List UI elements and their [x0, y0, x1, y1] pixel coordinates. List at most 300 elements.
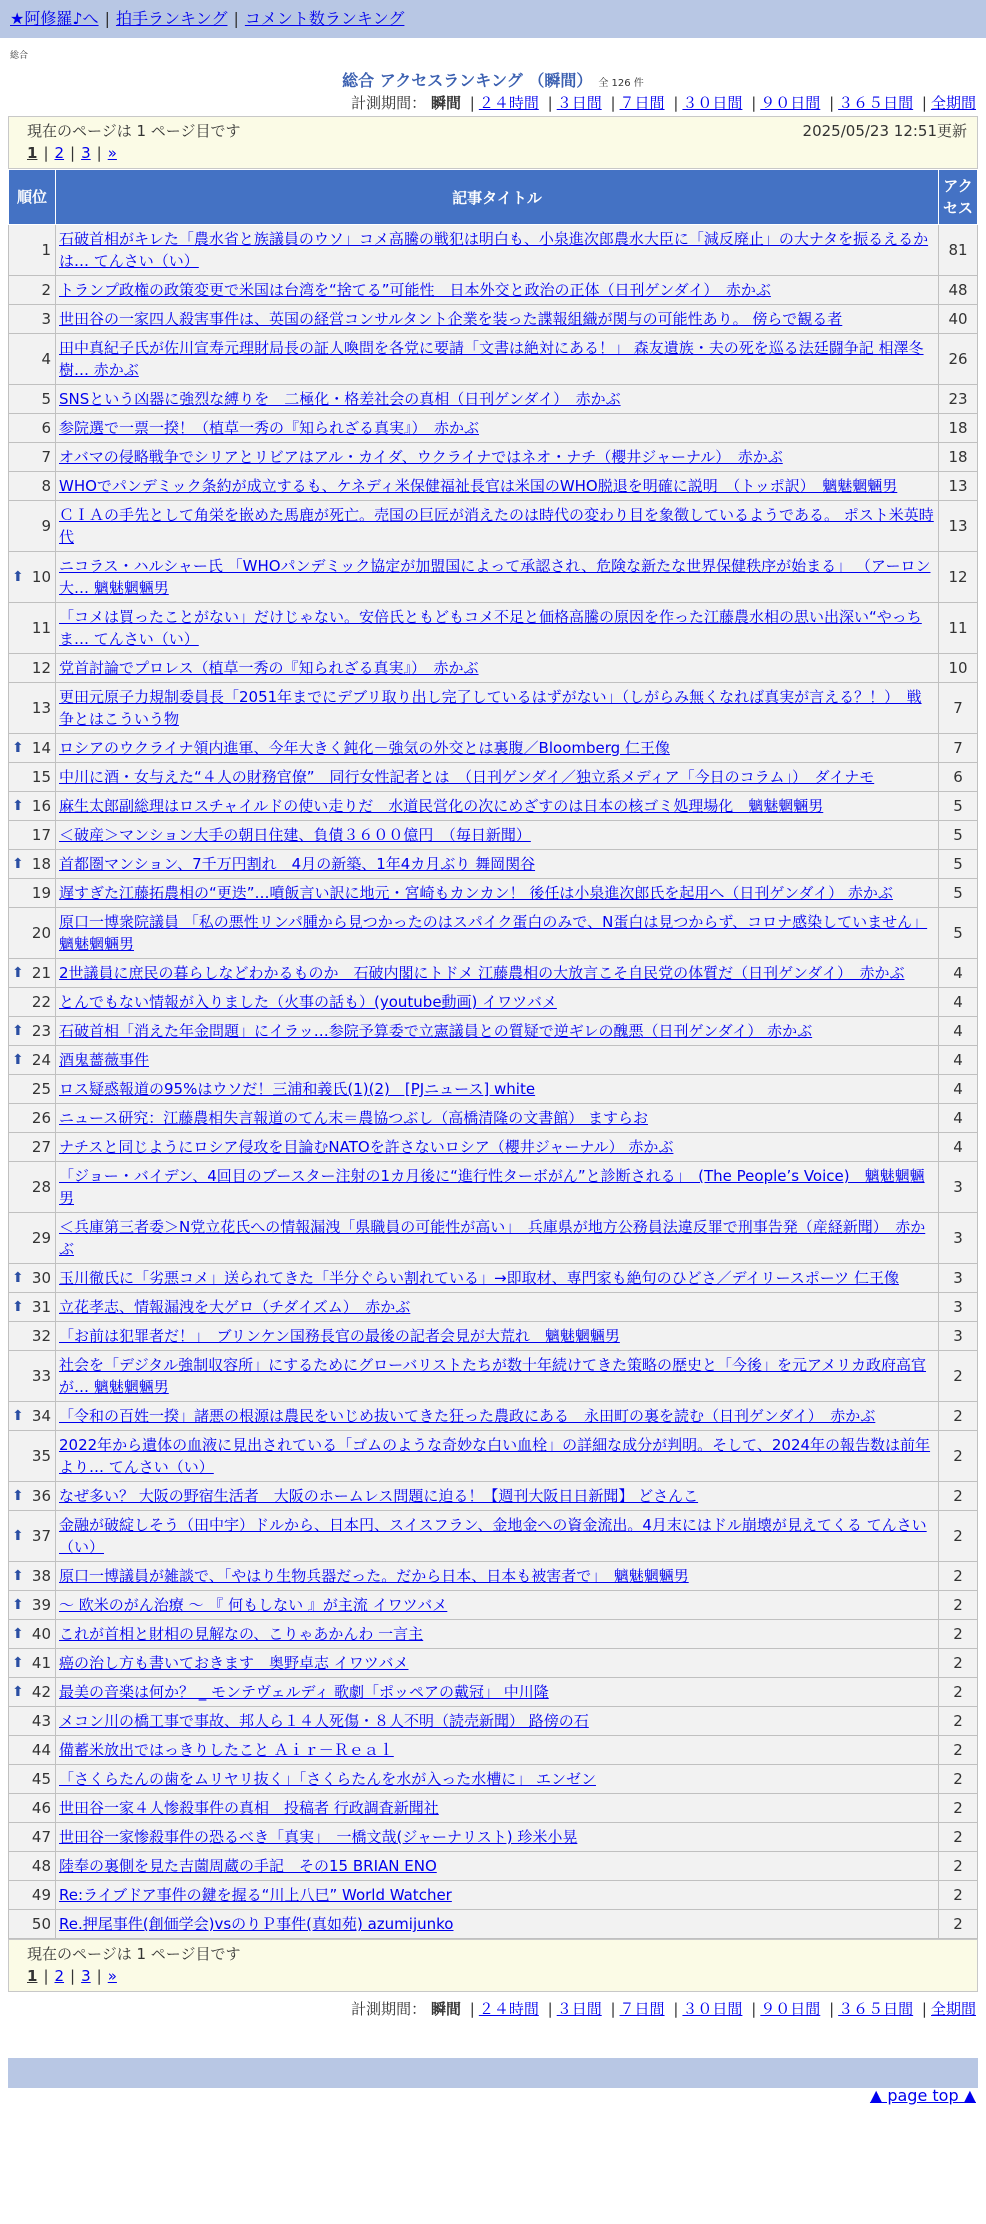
up-arrow-icon: ⬆ — [12, 1528, 24, 1544]
title-cell — [56, 276, 939, 305]
rank-number: 21 — [31, 964, 51, 982]
table-row — [9, 1402, 978, 1431]
article-link[interactable]: 立花孝志、情報漏洩を大ゲロ（チダイズム） 赤かぶ — [59, 1298, 411, 1316]
rank-cell — [9, 501, 56, 552]
access-count: 18 — [939, 414, 978, 443]
rank-number: 43 — [31, 1712, 51, 1730]
updated-time: 2025/05/23 12:51更新 — [802, 122, 967, 140]
nav-separator: | — [104, 9, 110, 28]
article-link[interactable]: 2世議員に庶民の暮らしなどわかるものか 石破内閣にトドメ 江藤農相の大放言こそ自民党の体質だ（日刊ゲンダイ） 赤かぶ — [59, 964, 905, 982]
title-cell — [56, 879, 939, 908]
rank-cell — [9, 1431, 56, 1482]
rank-number: 33 — [31, 1367, 51, 1385]
table-row — [9, 1431, 978, 1482]
rank-number: 1 — [41, 241, 51, 259]
title-cell — [56, 603, 939, 654]
article-link[interactable]: 中川に酒・女与えた“４人の財務官僚” 同行女性記者とは （日刊ゲンダイ／独立系メディア「今日のコラム」） ダイナモ — [59, 768, 875, 786]
table-row — [9, 1562, 978, 1591]
article-link[interactable]: ロシアのウクライナ領内進軍、今年大きく鈍化－強気の外交とは裏腹／Bloomberg 仁王像 — [59, 739, 670, 757]
rank-number: 41 — [31, 1654, 51, 1672]
up-arrow-icon: ⬆ — [12, 1655, 24, 1671]
access-count: 12 — [939, 552, 978, 603]
rank-number: 44 — [31, 1741, 51, 1759]
period-selector-bottom: 計測期間： 瞬間 | ２４時間 | ３日間 | ７日間 | ３０日間 | ９０日間 | ３６５日間 | 全期間 — [351, 2000, 976, 2018]
rank-cell — [9, 850, 56, 879]
access-count: 4 — [939, 959, 978, 988]
period-3d[interactable]: ３日間 — [556, 94, 602, 112]
table-row — [9, 654, 978, 683]
access-count: 81 — [939, 225, 978, 276]
title-cell — [56, 1620, 939, 1649]
rank-cell — [9, 1162, 56, 1213]
access-count: 4 — [939, 1046, 978, 1075]
table-row — [9, 1351, 978, 1402]
table-row — [9, 1707, 978, 1736]
article-link[interactable]: 「ジョー・バイデン、4回目のブースター注射の1カ月後に“進行性ターボがん”と診断される」 (The People’s Voice) 魑魅魍魎男 — [59, 1167, 925, 1207]
article-link[interactable]: 社会を「デジタル強制収容所」にするためにグローバリストたちが数十年続けてきた策略の歴史と「今後」を元アメリカ政府高官が… 魑魅魍魎男 — [59, 1356, 927, 1396]
article-link[interactable]: トランプ政権の政策変更で米国は台湾を“捨てる”可能性 日本外交と政治の正体（日刊ゲンダイ） 赤かぶ — [59, 281, 771, 299]
footer-bar — [8, 2058, 978, 2088]
access-count: 3 — [939, 1293, 978, 1322]
period-7d[interactable]: ７日間 — [619, 94, 665, 112]
up-arrow-icon: ⬆ — [12, 1568, 24, 1584]
table-row — [9, 472, 978, 501]
access-count: 2 — [939, 1852, 978, 1881]
table-row — [9, 305, 978, 334]
rank-cell — [9, 683, 56, 734]
table-row — [9, 734, 978, 763]
article-link[interactable]: 酒鬼薔薇事件 — [59, 1051, 150, 1069]
pager-bottom: 現在のページは 1 ページ目です 1 | 2 | 3 | » — [8, 1939, 978, 1992]
article-link[interactable]: 党首討論でプロレス（植草一秀の『知られざる真実』） 赤かぶ — [59, 659, 479, 677]
title-cell — [56, 1402, 939, 1431]
up-arrow-icon: ⬆ — [12, 1684, 24, 1700]
table-row — [9, 225, 978, 276]
title-cell — [56, 683, 939, 734]
access-count: 2 — [939, 1402, 978, 1431]
total-count: 全 126 件 — [598, 78, 644, 89]
period-30d[interactable]: ３０日間 — [682, 2000, 743, 2018]
period-3d[interactable]: ３日間 — [556, 2000, 602, 2018]
rank-cell — [9, 792, 56, 821]
table-row — [9, 1852, 978, 1881]
article-link[interactable]: とんでもない情報が入りました（火事の話も）(youtube動画) イワツバメ — [59, 993, 557, 1011]
col-rank-header: 順位 — [9, 170, 56, 225]
rank-cell — [9, 1852, 56, 1881]
period-24h[interactable]: ２４時間 — [478, 2000, 539, 2018]
table-row — [9, 334, 978, 385]
title-cell — [56, 821, 939, 850]
rank-cell — [9, 1736, 56, 1765]
rank-number: 31 — [31, 1298, 51, 1316]
title-cell — [56, 1351, 939, 1402]
page-top-link[interactable]: ▲ page top ▲ — [869, 2086, 976, 2105]
title-cell — [56, 1264, 939, 1293]
rank-number: 2 — [41, 281, 51, 299]
page-next-link[interactable]: » — [107, 144, 117, 162]
access-count: 2 — [939, 1649, 978, 1678]
title-cell — [56, 1162, 939, 1213]
up-arrow-icon: ⬆ — [12, 1052, 24, 1068]
access-count: 2 — [939, 1736, 978, 1765]
table-row — [9, 1910, 978, 1939]
table-row — [9, 1213, 978, 1264]
table-row — [9, 959, 978, 988]
rank-number: 26 — [31, 1109, 51, 1127]
current-page: 1 — [27, 144, 38, 162]
col-title-header: 記事タイトル — [56, 170, 939, 225]
page-status: 現在のページは 1 ページ目です — [27, 122, 241, 140]
table-row — [9, 683, 978, 734]
article-link[interactable]: 世田谷一家４人惨殺事件の真相 投稿者 行政調査新聞社 — [59, 1799, 439, 1817]
title-cell — [56, 1591, 939, 1620]
table-row — [9, 1075, 978, 1104]
comment-ranking-link[interactable]: コメント数ランキング — [244, 9, 405, 28]
table-row — [9, 1591, 978, 1620]
home-link[interactable]: ★阿修羅♪へ — [10, 9, 99, 28]
article-link[interactable]: 「さくらたんの歯をムリヤリ抜く」「さくらたんを水が入った水槽に」 エンゼン — [59, 1770, 596, 1788]
article-link[interactable]: 更田元原子力規制委員長「2051年までにデブリ取り出し完了しているはずがない」（しがらみ無くなれば真実が言える？！） 戦争とはこういう物 — [59, 688, 922, 728]
up-arrow-icon: ⬆ — [12, 569, 24, 585]
nav-separator: | — [233, 9, 239, 28]
access-count: 2 — [939, 1351, 978, 1402]
table-row — [9, 276, 978, 305]
article-link[interactable]: 金融が破綻しそう（田中宇）ドルから、日本円、スイスフラン、金地金への資金流出。4月末にはドル崩壊が見えてくる てんさい（い） — [59, 1516, 927, 1556]
title-cell — [56, 1678, 939, 1707]
article-link[interactable]: 参院選で一票一揆！（植草一秀の『知られざる真実』） 赤かぶ — [59, 419, 480, 437]
title-cell — [56, 1852, 939, 1881]
up-arrow-icon: ⬆ — [12, 1408, 24, 1424]
pager-top: 現在のページは 1 ページ目です 2025/05/23 12:51更新 1 | 2 | 3 | » — [8, 116, 978, 169]
article-link[interactable]: 最美の音楽は何か？ _ モンテヴェルディ 歌劇「ポッペアの戴冠」 中川隆 — [59, 1683, 549, 1701]
title-cell — [56, 1431, 939, 1482]
rank-cell — [9, 1104, 56, 1133]
table-row — [9, 1264, 978, 1293]
title-cell — [56, 654, 939, 683]
access-count: 3 — [939, 1162, 978, 1213]
article-link[interactable]: ニコラス・ハルシャー氏 「WHOパンデミック協定が加盟国によって承認され、危険な新たな世界保健秩序が始まる」 （アーロン大… 魑魅魍魎男 — [59, 557, 931, 597]
section-label: 総合 — [10, 51, 29, 61]
table-row — [9, 1765, 978, 1794]
period-all[interactable]: 全期間 — [930, 94, 976, 112]
access-count: 7 — [939, 734, 978, 763]
period-365d[interactable]: ３６５日間 — [838, 94, 914, 112]
article-link[interactable]: 玉川徹氏に「劣悪コメ」送られてきた「半分ぐらい割れている」→即取材、専門家も絶句のひどさ／デイリースポーツ 仁王像 — [59, 1269, 899, 1287]
up-arrow-icon: ⬆ — [12, 1299, 24, 1315]
rank-number: 11 — [31, 619, 51, 637]
article-link[interactable]: 原口一博衆院議員 「私の悪性リンパ腫から見つかったのはスパイク蛋白のみで、N蛋白は見つからず、コロナ感染していません」 魑魅魍魎男 — [59, 913, 928, 953]
table-row — [9, 1678, 978, 1707]
up-arrow-icon: ⬆ — [12, 1626, 24, 1642]
rank-cell — [9, 1881, 56, 1910]
rank-number: 6 — [41, 419, 51, 437]
rank-number: 19 — [31, 884, 51, 902]
article-link[interactable]: 首都圏マンション、7千万円割れ 4月の新築、1年4カ月ぶり 舞岡関谷 — [59, 855, 536, 873]
rank-number: 42 — [31, 1683, 51, 1701]
rank-cell — [9, 1620, 56, 1649]
rank-cell — [9, 603, 56, 654]
article-link[interactable]: 遅すぎた江藤拓農相の“更迭”…噴飯言い訳に地元・宮崎もカンカン！ 後任は小泉進次郎氏を起用へ（日刊ゲンダイ） 赤かぶ — [59, 884, 893, 902]
access-count: 5 — [939, 908, 978, 959]
table-row — [9, 1881, 978, 1910]
title-cell — [56, 1213, 939, 1264]
table-row — [9, 1511, 978, 1562]
title-cell — [56, 1133, 939, 1162]
table-row — [9, 988, 978, 1017]
rank-cell — [9, 1591, 56, 1620]
table-header — [9, 170, 978, 225]
title-cell — [56, 1794, 939, 1823]
article-link[interactable]: ニュース研究：江藤農相失言報道のてん末＝農協つぶし（高橋清隆の文書館） ますらお — [59, 1109, 649, 1127]
rank-number: 32 — [31, 1327, 51, 1345]
title-cell — [56, 1707, 939, 1736]
article-link[interactable]: WHOでパンデミック条約が成立するも、ケネディ米保健福祉長官は米国のWHO脱退を明確に説明 （トッポ訳） 魑魅魍魎男 — [59, 477, 898, 495]
article-link[interactable]: 陸奉の裏側を見た吉薗周蔵の手記 その15 BRIAN ENO — [59, 1857, 437, 1875]
ranking-body — [9, 225, 978, 1939]
title-cell — [56, 1765, 939, 1794]
article-link[interactable]: 田中真紀子氏が佐川宣寿元理財局長の証人喚問を各党に要請「文書は絶対にある！」 森友遺族・夫の死を巡る法廷闘争記 相澤冬樹… 赤かぶ — [59, 339, 924, 379]
period-selector-top: 計測期間： 瞬間 | ２４時間 | ３日間 | ７日間 | ３０日間 | ９０日間 | ３６５日間 | 全期間 — [351, 94, 976, 112]
table-row — [9, 908, 978, 959]
table-row — [9, 1046, 978, 1075]
article-link[interactable]: Re.押尾事件(創価学会)vsのりＰ事件(真如苑) azumijunko — [59, 1915, 454, 1933]
page-link-3[interactable]: 3 — [81, 144, 91, 162]
article-link[interactable]: 石破首相「消えた年金問題」にイラッ…参院予算委で立憲議員との質疑で逆ギレの醜悪（日刊ゲンダイ） 赤かぶ — [59, 1022, 813, 1040]
period-label: 計測期間： — [351, 94, 427, 112]
up-arrow-icon: ⬆ — [12, 798, 24, 814]
article-link[interactable]: ロス疑惑報道の95%はウソだ！三浦和義氏(1)(2) [PJニュース] white — [59, 1080, 536, 1098]
rank-cell — [9, 1351, 56, 1402]
rank-number: 36 — [31, 1487, 51, 1505]
title-cell — [56, 959, 939, 988]
title-cell — [56, 1322, 939, 1351]
rank-number: 24 — [31, 1051, 51, 1069]
access-count: 5 — [939, 792, 978, 821]
clap-ranking-link[interactable]: 拍手ランキング — [115, 9, 228, 28]
access-count: 3 — [939, 1322, 978, 1351]
article-link[interactable]: 石破首相がキレた「農水省と族議員のウソ」コメ高騰の戦犯は明白も、小泉進次郎農水大臣に「減反廃止」の大ナタを振るえるかは… てんさい（い） — [59, 230, 929, 270]
page-link-2[interactable]: 2 — [54, 144, 65, 162]
rank-number: 27 — [31, 1138, 51, 1156]
table-row — [9, 1017, 978, 1046]
title-cell — [56, 734, 939, 763]
title-cell — [56, 1881, 939, 1910]
title-cell — [56, 763, 939, 792]
rank-cell — [9, 1213, 56, 1264]
rank-cell — [9, 1482, 56, 1511]
article-link[interactable]: 麻生太郎副総理はロスチャイルドの使い走りだ 水道民営化の次にめざすのは日本の核ゴミ処理場化 魑魅魍魎男 — [59, 797, 824, 815]
rank-cell — [9, 1678, 56, 1707]
period-90d[interactable]: ９０日間 — [760, 2000, 821, 2018]
article-link[interactable]: オバマの侵略戦争でシリアとリビアはアル・カイダ、ウクライナではネオ・ナチ（櫻井ジャーナル） 赤かぶ — [59, 448, 783, 466]
access-count: 2 — [939, 1482, 978, 1511]
up-arrow-icon: ⬆ — [12, 740, 24, 756]
article-link[interactable]: 世田谷一家惨殺事件の恐るべき「真実」 一橋文哉(ジャーナリスト) 珍米小晃 — [59, 1828, 578, 1846]
rank-number: 25 — [31, 1080, 51, 1098]
access-count: 13 — [939, 501, 978, 552]
rank-cell — [9, 959, 56, 988]
access-count: 7 — [939, 683, 978, 734]
rank-cell — [9, 1075, 56, 1104]
rank-number: 35 — [31, 1447, 51, 1465]
rank-number: 28 — [31, 1178, 51, 1196]
rank-cell — [9, 879, 56, 908]
access-count: 4 — [939, 1017, 978, 1046]
rank-number: 38 — [31, 1567, 51, 1585]
access-count: 2 — [939, 1765, 978, 1794]
page-link-2[interactable]: 2 — [54, 1967, 65, 1985]
article-link[interactable]: これが首相と財相の見解なの、こりゃあかんわ 一言主 — [59, 1625, 424, 1643]
rank-cell — [9, 225, 56, 276]
access-count: 18 — [939, 443, 978, 472]
rank-number: 13 — [31, 699, 51, 717]
access-count: 2 — [939, 1881, 978, 1910]
rank-number: 16 — [31, 797, 51, 815]
period-30d[interactable]: ３０日間 — [682, 94, 743, 112]
table-row — [9, 1133, 978, 1162]
article-link[interactable]: ～ 欧米のがん治療 ～ 『 何もしない 』が主流 イワツバメ — [59, 1596, 448, 1614]
rank-number: 30 — [31, 1269, 51, 1287]
article-link[interactable]: 癌の治し方も書いておきます 奥野卓志 イワツバメ — [59, 1654, 409, 1672]
title-cell — [56, 1562, 939, 1591]
access-count: 3 — [939, 1264, 978, 1293]
rank-cell — [9, 472, 56, 501]
title-cell — [56, 334, 939, 385]
rank-number: 12 — [31, 659, 51, 677]
title-cell — [56, 552, 939, 603]
access-count: 4 — [939, 988, 978, 1017]
article-link[interactable]: ＜破産＞マンション大手の朝日住建、負債３６００億円 （毎日新聞） — [59, 826, 531, 844]
table-row — [9, 792, 978, 821]
rank-cell — [9, 305, 56, 334]
title-cell — [56, 1511, 939, 1562]
rank-number: 45 — [31, 1770, 51, 1788]
access-count: 48 — [939, 276, 978, 305]
access-count: 2 — [939, 1620, 978, 1649]
period-7d[interactable]: ７日間 — [619, 2000, 665, 2018]
article-link[interactable]: ＜兵庫第三者委＞N党立花氏への情報漏洩「県職員の可能性が高い」 兵庫県が地方公務員法違反罪で刑事告発（産経新聞） 赤かぶ — [59, 1218, 926, 1258]
rank-number: 40 — [31, 1625, 51, 1643]
rank-number: 5 — [41, 390, 51, 408]
article-link[interactable]: 2022年から遺体の血液に見出されている「ゴムのような奇妙な白い血栓」の詳細な成分が判明。そして、2024年の報告数は前年より… てんさい（い） — [59, 1436, 931, 1476]
article-link[interactable]: Re:ライブドア事件の鍵を握る“川上八巳” World Watcher — [59, 1886, 452, 1904]
page-link-3[interactable]: 3 — [81, 1967, 91, 1985]
title-cell — [56, 1482, 939, 1511]
access-count: 2 — [939, 1562, 978, 1591]
rank-cell — [9, 552, 56, 603]
period-90d[interactable]: ９０日間 — [760, 94, 821, 112]
article-link[interactable]: 備蓄米放出ではっきりしたこと Ａｉｒ－Ｒｅａｌ — [59, 1741, 394, 1759]
article-link[interactable]: メコン川の橋工事で事故、邦人ら１４人死傷・８人不明（読売新聞） 路傍の石 — [59, 1712, 589, 1730]
rank-cell — [9, 1707, 56, 1736]
access-count: 3 — [939, 1213, 978, 1264]
access-count: 10 — [939, 654, 978, 683]
access-count: 23 — [939, 385, 978, 414]
period-current: 瞬間 — [430, 2000, 461, 2018]
title-cell — [56, 1046, 939, 1075]
access-count: 2 — [939, 1431, 978, 1482]
table-row — [9, 1649, 978, 1678]
rank-number: 18 — [31, 855, 51, 873]
rank-number: 37 — [31, 1527, 51, 1545]
up-arrow-icon: ⬆ — [12, 965, 24, 981]
article-link[interactable]: 「令和の百姓一揆」諸悪の根源は農民をいじめ抜いてきた狂った農政にある 永田町の裏を読む（日刊ゲンダイ） 赤かぶ — [59, 1407, 876, 1425]
rank-number: 14 — [31, 739, 51, 757]
rank-cell — [9, 821, 56, 850]
title-cell — [56, 792, 939, 821]
access-count: 40 — [939, 305, 978, 334]
table-row — [9, 1162, 978, 1213]
period-all[interactable]: 全期間 — [930, 2000, 976, 2018]
table-row — [9, 850, 978, 879]
rank-cell — [9, 443, 56, 472]
rank-number: 50 — [31, 1915, 51, 1933]
rank-number: 48 — [31, 1857, 51, 1875]
access-count: 2 — [939, 1591, 978, 1620]
title-cell — [56, 908, 939, 959]
table-row — [9, 1322, 978, 1351]
article-link[interactable]: 「コメは買ったことがない」だけじゃない。安倍氏ともどもコメ不足と価格高騰の原因を作った江藤農水相の思い出深い“やっちま… てんさい（い） — [59, 608, 922, 648]
title-cell — [56, 850, 939, 879]
title-cell — [56, 225, 939, 276]
access-count: 2 — [939, 1794, 978, 1823]
period-365d[interactable]: ３６５日間 — [838, 2000, 914, 2018]
period-current: 瞬間 — [430, 94, 461, 112]
rank-cell — [9, 1823, 56, 1852]
title-cell — [56, 988, 939, 1017]
access-count: 5 — [939, 850, 978, 879]
access-count: 4 — [939, 1133, 978, 1162]
rank-number: 34 — [31, 1407, 51, 1425]
footer — [0, 2086, 986, 2105]
rank-number: 9 — [41, 517, 51, 535]
access-count: 2 — [939, 1707, 978, 1736]
table-row — [9, 1620, 978, 1649]
rank-cell — [9, 276, 56, 305]
article-link[interactable]: 原口一博議員が雑談で、「やはり生物兵器だった。だから日本、日本も被害者で」 魑魅魍魎男 — [59, 1567, 689, 1585]
up-arrow-icon: ⬆ — [12, 1597, 24, 1613]
rank-cell — [9, 1910, 56, 1939]
article-link[interactable]: SNSという凶器に強烈な縛りを 二極化・格差社会の真相（日刊ゲンダイ） 赤かぶ — [59, 390, 621, 408]
rank-number: 20 — [31, 924, 51, 942]
article-link[interactable]: 「お前は犯罪者だ！」 ブリンケン国務長官の最後の記者会見が大荒れ 魑魅魍魎男 — [59, 1327, 620, 1345]
table-row — [9, 1736, 978, 1765]
rank-cell — [9, 1322, 56, 1351]
article-link[interactable]: ＣＩＡの手先として角栄を嵌めた馬鹿が死亡。売国の巨匠が消えたのは時代の変わり目を象徴しているようである。 ポスト米英時代 — [59, 506, 934, 546]
article-link[interactable]: 世田谷の一家四人殺害事件は、英国の経営コンサルタント企業を装った諜報組織が関与の可能性あり。 傍らで観る者 — [59, 310, 843, 328]
table-row — [9, 763, 978, 792]
access-count: 4 — [939, 1104, 978, 1133]
table-row — [9, 1823, 978, 1852]
article-link[interactable]: ナチスと同じようにロシア侵攻を目論むNATOを許さないロシア（櫻井ジャーナル） 赤かぶ — [59, 1138, 674, 1156]
rank-cell — [9, 908, 56, 959]
access-count: 11 — [939, 603, 978, 654]
rank-number: 3 — [41, 310, 51, 328]
period-24h[interactable]: ２４時間 — [478, 94, 539, 112]
up-arrow-icon: ⬆ — [12, 1270, 24, 1286]
title-cell — [56, 1910, 939, 1939]
rank-number: 29 — [31, 1229, 51, 1247]
title-cell — [56, 501, 939, 552]
rank-cell — [9, 1046, 56, 1075]
rank-number: 22 — [31, 993, 51, 1011]
page-next-link[interactable]: » — [107, 1967, 117, 1985]
rank-cell — [9, 1133, 56, 1162]
up-arrow-icon: ⬆ — [12, 1023, 24, 1039]
title-cell — [56, 472, 939, 501]
article-link[interactable]: なぜ多い？ 大阪の野宿生活者 大阪のホームレス問題に迫る！【週刊大阪日日新聞】 どさんこ — [59, 1487, 699, 1505]
rank-cell — [9, 988, 56, 1017]
